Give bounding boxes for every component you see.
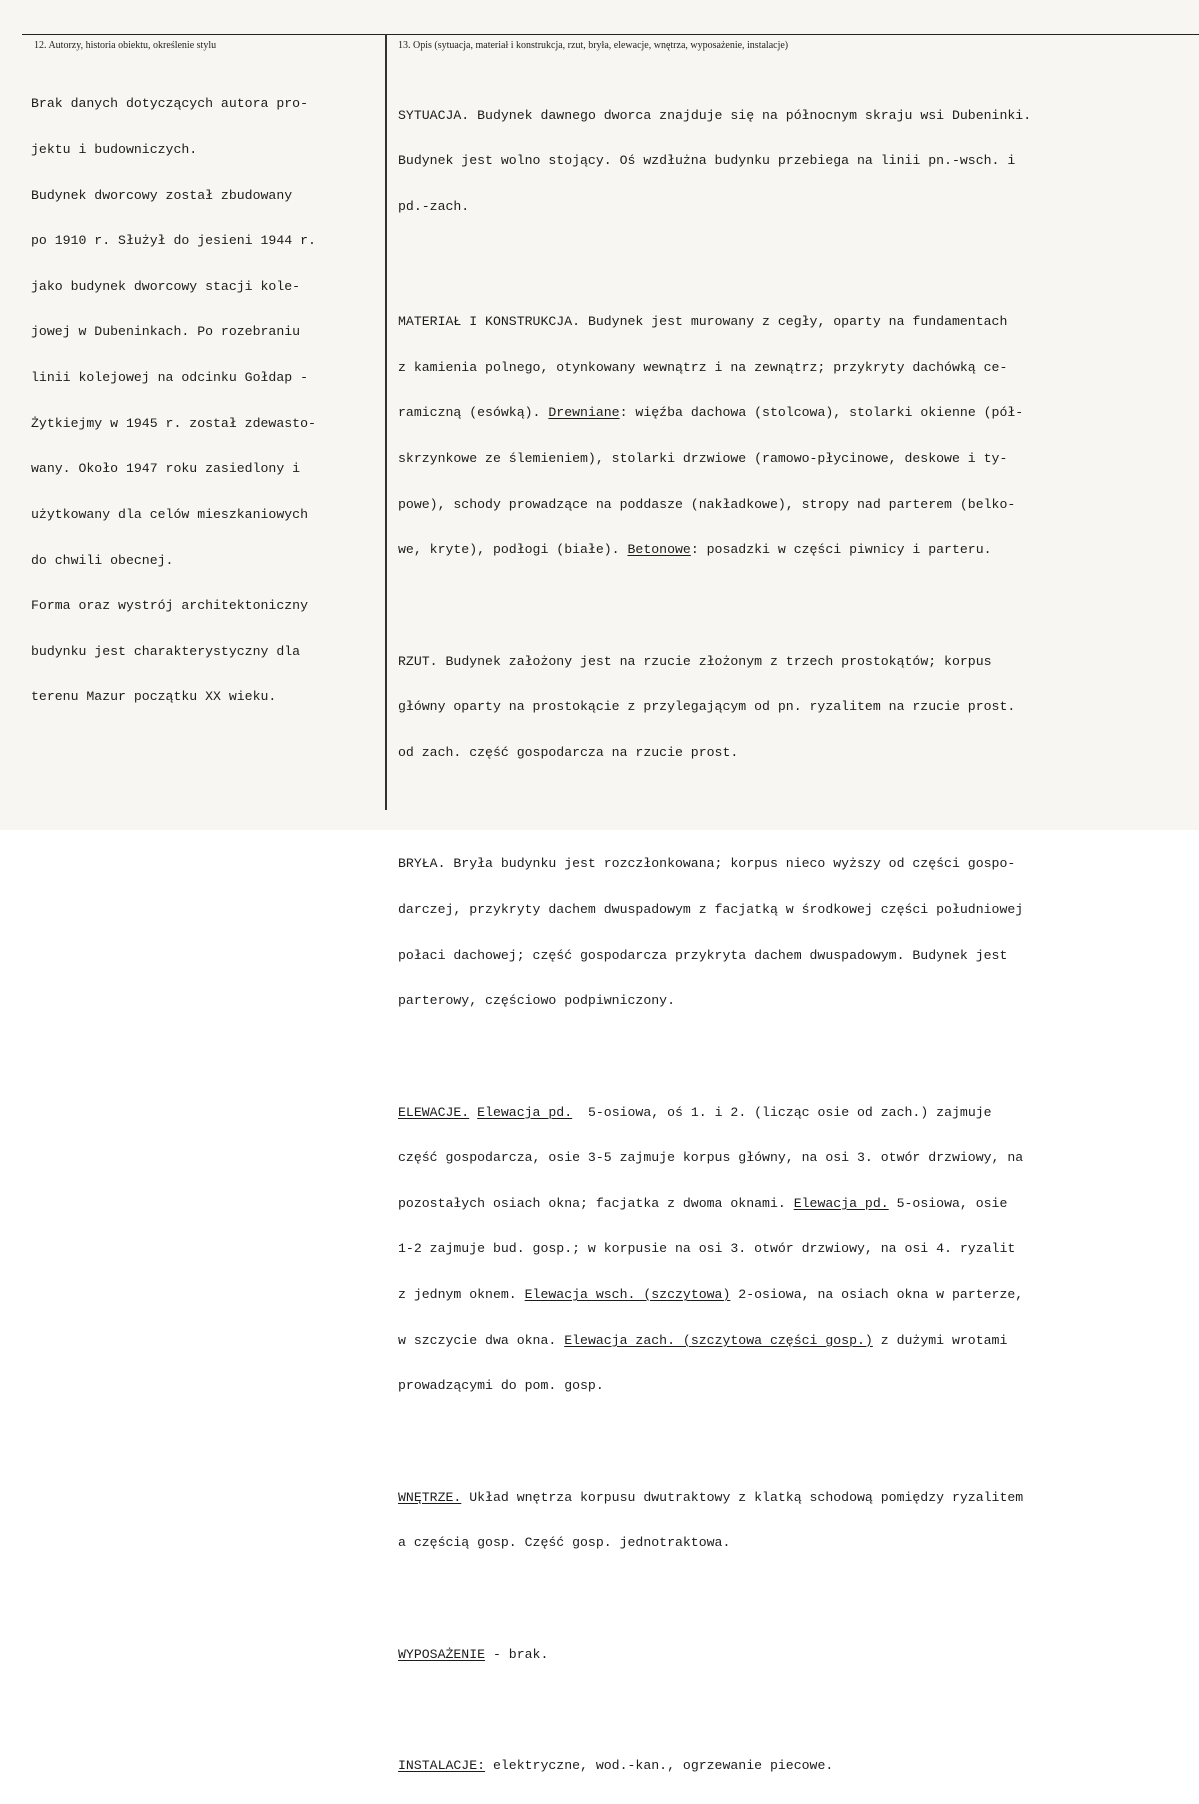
material-line	[398, 314, 1031, 329]
left-line: do chwili obecnej.	[31, 552, 174, 568]
instalacje-text: elektryczne, wod.-kan., ogrzewanie piecowe.	[485, 1758, 834, 1774]
material-line: powe), schody prowadzące na poddasze (nakładkowe), stropy nad parterem (belko-	[398, 496, 1016, 512]
wnetrze-text: Układ wnętrza korpusu dwutraktowy z klatką schodową pomiędzy ryzalitem	[461, 1489, 1024, 1505]
bryla-label: BRYŁA.	[398, 856, 446, 872]
sytuacja-line: Budynek jest wolno stojący. Oś wzdłużna budynku przebiega na linii pn.-wsch. i	[398, 153, 1016, 169]
elewacje-line	[398, 1333, 1031, 1348]
elewacje-line	[398, 1287, 1031, 1302]
left-line: Żytkiejmy w 1945 r. został zdewasto-	[31, 415, 316, 431]
wyposazenie-line	[398, 1647, 1031, 1662]
bryla-line: połaci dachowej; część gospodarcza przykryta dachem dwuspadowym. Budynek jest	[398, 947, 1008, 963]
wyposazenie-label: WYPOSAŻENIE	[398, 1646, 486, 1662]
top-rule	[22, 34, 1199, 35]
rzut-text: Budynek założony jest na rzucie złożonym z trzech prostokątów; korpus	[437, 653, 992, 669]
bryla-line: darczej, przykryty dachem dwuspadowym z facjatką w środkowej części południowej	[398, 901, 1024, 917]
sytuacja-line: pd.-zach.	[398, 198, 470, 214]
material-text: : posadzki w części piwnicy i parteru.	[690, 542, 992, 558]
elewacje-text: w szczycie dwa okna.	[398, 1332, 565, 1348]
authors-history-text	[31, 66, 316, 735]
elewacje-text: z jednym oknem.	[398, 1287, 525, 1303]
left-line: po 1910 r. Służył do jesieni 1944 r.	[31, 233, 316, 249]
material-text: Budynek jest murowany z cegły, oparty na fundamentach	[580, 314, 1008, 330]
left-line: wany. Około 1947 roku zasiedlony i	[31, 461, 301, 477]
left-line: terenu Mazur początku XX wieku.	[31, 689, 277, 705]
left-line: jektu i budowniczych.	[31, 142, 198, 158]
sytuacja-line	[398, 108, 1031, 123]
sytuacja-label: SYTUACJA.	[398, 107, 470, 123]
left-line: jako budynek dworcowy stacji kole-	[31, 278, 301, 294]
instalacje-line	[398, 1758, 1031, 1773]
wnetrze-line	[398, 1490, 1031, 1505]
elewacje-label: ELEWACJE.	[398, 1104, 470, 1120]
wnetrze-line: a częścią gosp. Część gosp. jednotraktowa.	[398, 1535, 731, 1551]
wnetrze-label: WNĘTRZE.	[398, 1489, 462, 1505]
elewacje-text: 5-osiowa, oś 1. i 2. (licząc osie od zach.) zajmuje	[572, 1104, 992, 1120]
column-divider	[385, 34, 387, 810]
material-line: z kamienia polnego, otynkowany wewnątrz i na zewnątrz; przykryty dachówką ce-	[398, 359, 1008, 375]
material-line: skrzynkowe ze ślemieniem), stolarki drzwiowe (ramowo-płycinowe, deskowe i ty-	[398, 451, 1008, 467]
material-text: : więźba dachowa (stolcowa), stolarki okienne (pół-	[619, 405, 1024, 421]
elewacje-line: część gospodarcza, osie 3-5 zajmuje korpus główny, na osi 3. otwór drzwiowy, na	[398, 1150, 1024, 1166]
section-13-header: 13. Opis (sytuacja, materiał i konstrukcja, rzut, bryła, elewacje, wnętrza, wyposażenie, instalacje)	[398, 40, 789, 51]
material-line	[398, 542, 1031, 557]
rzut-label: RZUT.	[398, 653, 438, 669]
rzut-line: od zach. część gospodarcza na rzucie prost.	[398, 744, 739, 760]
left-line: linii kolejowej na odcinku Gołdap -	[31, 370, 308, 386]
left-line: użytkowany dla celów mieszkaniowych	[31, 506, 308, 522]
description-text	[398, 62, 1031, 1804]
material-label: MATERIAŁ I KONSTRUKCJA.	[398, 314, 581, 330]
sytuacja-text: Budynek dawnego dworca znajduje się na północnym skraju wsi Dubeninki.	[469, 107, 1032, 123]
left-line: budynku jest charakterystyczny dla	[31, 643, 301, 659]
elewacja-zach-label: Elewacja zach. (szczytowa części gosp.)	[564, 1332, 873, 1348]
left-line: jowej w Dubeninkach. Po rozebraniu	[31, 324, 301, 340]
betonowe-label: Betonowe	[627, 542, 691, 558]
elewacje-text: 2-osiowa, na osiach okna w parterze,	[730, 1287, 1024, 1303]
elewacje-line: prowadzącymi do pom. gosp.	[398, 1378, 604, 1394]
elewacje-text: pozostałych osiach okna; facjatka z dwoma oknami.	[398, 1195, 794, 1211]
bryla-line	[398, 856, 1031, 871]
bryla-line: parterowy, częściowo podpiwniczony.	[398, 993, 675, 1009]
wyposazenie-text: - brak.	[485, 1646, 549, 1662]
elewacja-pd-label: Elewacja pd.	[793, 1195, 889, 1211]
rzut-line: główny oparty na prostokącie z przylegającym od pn. ryzalitem na rzucie prost.	[398, 699, 1016, 715]
material-line	[398, 405, 1031, 420]
bryla-text: Bryła budynku jest rozczłonkowana; korpus nieco wyższy od części gospo-	[445, 856, 1016, 872]
instalacje-label: INSTALACJE:	[398, 1758, 486, 1774]
material-text: ramiczną (esówką).	[398, 405, 549, 421]
left-line: Forma oraz wystrój architektoniczny	[31, 598, 308, 614]
elewacje-line: 1-2 zajmuje bud. gosp.; w korpusie na osi 3. otwór drzwiowy, na osi 4. ryzalit	[398, 1241, 1016, 1257]
section-12-header: 12. Autorzy, historia obiektu, określenie stylu	[34, 40, 217, 51]
material-text: we, kryte), podłogi (białe).	[398, 542, 628, 558]
elewacje-line	[398, 1105, 1031, 1120]
left-line: Brak danych dotyczących autora pro-	[31, 96, 308, 112]
left-line: Budynek dworcowy został zbudowany	[31, 187, 293, 203]
elewacja-wsch-label: Elewacja wsch. (szczytowa)	[524, 1287, 731, 1303]
drewniane-label: Drewniane	[548, 405, 620, 421]
rzut-line	[398, 654, 1031, 669]
elewacje-line	[398, 1196, 1031, 1211]
elewacje-text: 5-osiowa, osie	[888, 1195, 1008, 1211]
elewacje-text: z dużymi wrotami	[872, 1332, 1008, 1348]
elewacja-pd-label: Elewacja pd.	[477, 1104, 573, 1120]
